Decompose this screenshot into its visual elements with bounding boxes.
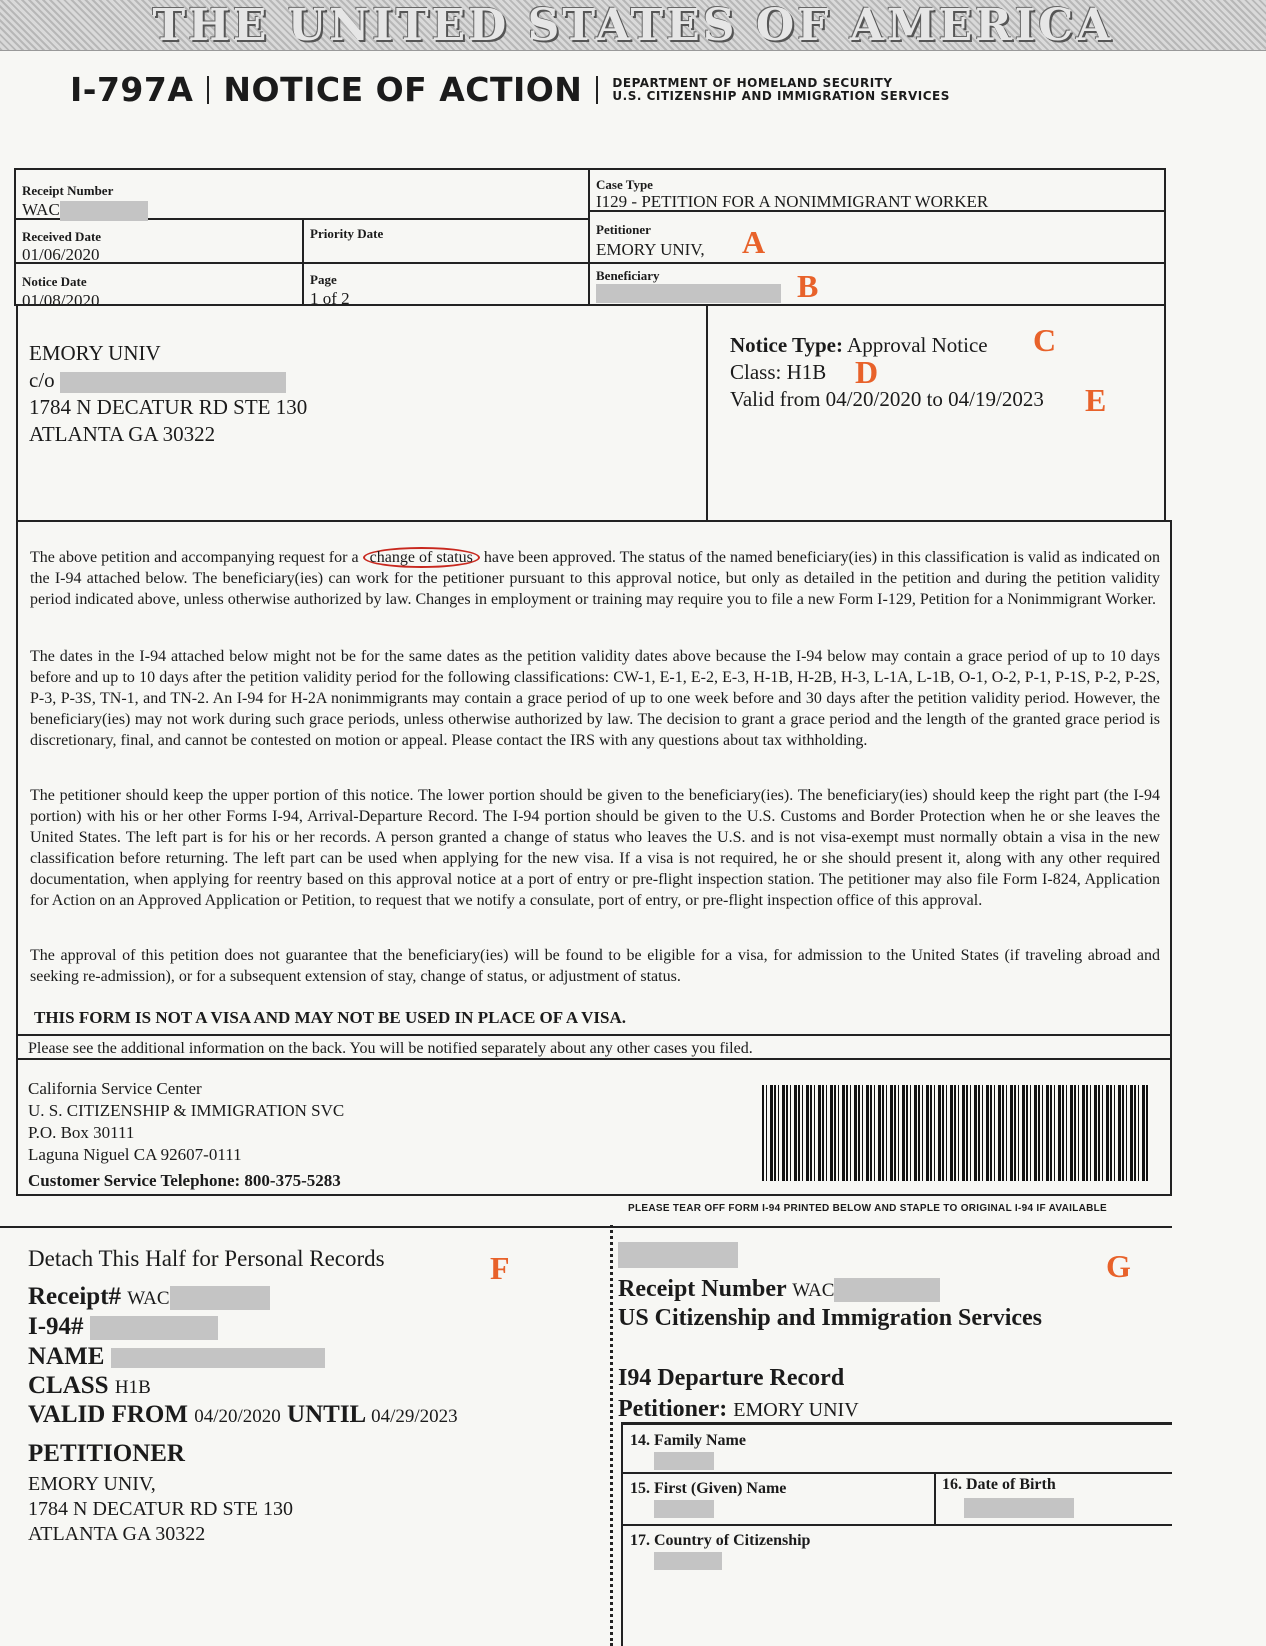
agency-line-2: U.S. CITIZENSHIP AND IMMIGRATION SERVICES — [612, 88, 950, 103]
redacted-block — [170, 1286, 270, 1310]
detach-receipt-value: WAC — [127, 1288, 170, 1309]
redacted-block — [654, 1500, 714, 1518]
redacted-block — [618, 1242, 738, 1268]
grid-line — [588, 168, 590, 306]
detach-class-value: H1B — [114, 1377, 151, 1398]
received-date-value: 01/06/2020 — [22, 245, 100, 264]
body-paragraph-2: The dates in the I-94 attached below might not be for the same dates as the petition validity dates above because the I-94 below may contain a grace period of up to 10 days before and up to 10 days after the petition validity period for the following classifications: CW-1, E-1, E-2, E-3, H-1B, H-2B, H-3, L-1A, L-1B, O-1, O-2, P-1, P-1S, P-2, P-2S, P-3, P-3S, TN-1, and TN-2. An I-94 for H-2A nonimmigrants may contain a grace period of up to one week before and 30 days after the petition validity period. However, the beneficiary(ies) may not work during such grace periods, unless otherwise authorized by law. The decision to grant a grace period and the length of the granted grace period is discretionary, final, and cannot be contested on motion or appeal. Please contact the IRS with any questions about tax withholding. — [30, 648, 1160, 749]
i94-petitioner — [618, 1396, 859, 1423]
additional-info: Please see the additional information on the back. You will be notified separately about any other cases you filed. — [28, 1040, 753, 1057]
tear-line — [0, 1226, 1172, 1228]
redacted-block — [964, 1498, 1074, 1518]
address-line-1: EMORY UNIV — [29, 341, 161, 365]
grid-line — [622, 1472, 1172, 1474]
banner-text: THE UNITED STATES OF AMERICA — [152, 0, 1114, 51]
detach-receipt — [28, 1283, 270, 1311]
body-paragraph-4: The approval of this petition does not guarantee that the beneficiary(ies) will be found to be eligible for a visa, for admission to the United States (if traveling abroad and seeking re-admission), or for a subsequent extension of stay, change of status, or adjustment of status. — [30, 947, 1160, 985]
receipt-number-value — [22, 200, 148, 221]
detach-name-label: NAME — [28, 1343, 105, 1370]
perforation — [610, 1225, 613, 1646]
case-type-label: Case Type — [596, 177, 653, 192]
service-line-3: P.O. Box 30111 — [28, 1123, 135, 1142]
service-center-address — [28, 1078, 344, 1192]
until-value: 04/29/2023 — [371, 1406, 458, 1427]
i94-petitioner-value: EMORY UNIV — [733, 1399, 859, 1421]
grid-line — [621, 1422, 623, 1646]
redacted-block — [111, 1348, 325, 1368]
redacted-block — [60, 372, 286, 393]
body-paragraph-1 — [30, 547, 1160, 610]
receipt-prefix: WAC — [22, 200, 60, 219]
marker-b: B — [797, 268, 819, 304]
heading-divider — [207, 76, 209, 104]
detach-class-label: CLASS — [28, 1372, 109, 1399]
marker-d: D — [855, 354, 879, 390]
grid-line — [706, 304, 708, 522]
marker-a: A — [742, 224, 766, 260]
address-line-3: 1784 N DECATUR RD STE 130 — [29, 395, 308, 419]
not-a-visa-warning: THIS FORM IS NOT A VISA AND MAY NOT BE USED IN PLACE OF A VISA. — [34, 1008, 627, 1027]
i94-receipt-value: WAC — [792, 1280, 835, 1301]
notice-type-value: Approval Notice — [847, 333, 988, 357]
grid-line — [934, 1472, 936, 1524]
agency-line-1: DEPARTMENT OF HOMELAND SECURITY — [612, 75, 893, 90]
page-value: 1 of 2 — [310, 289, 350, 308]
class-line: Class: H1B — [730, 360, 827, 384]
detach-petitioner-label: PETITIONER — [28, 1440, 185, 1467]
notice-details — [730, 332, 1044, 413]
detach-title: Detach This Half for Personal Records — [28, 1246, 385, 1271]
page-label: Page — [310, 272, 337, 287]
first-name-label: 15. First (Given) Name — [630, 1480, 787, 1497]
case-type-value: I129 - PETITION FOR A NONIMMIGRANT WORKER — [596, 192, 989, 211]
customer-service-phone: Customer Service Telephone: 800-375-5283 — [28, 1171, 341, 1190]
mailing-address — [29, 340, 307, 448]
valid-from-label: VALID FROM — [28, 1401, 188, 1428]
i94-departure-record: I94 Departure Record — [618, 1365, 845, 1391]
detach-i94-label: I-94# — [28, 1313, 84, 1340]
detach-i94 — [28, 1313, 218, 1341]
notice-type-label: Notice Type: — [730, 333, 843, 357]
detach-receipt-label: Receipt# — [28, 1283, 122, 1310]
agency-block — [612, 77, 949, 103]
pet-line-2: 1784 N DECATUR RD STE 130 — [28, 1498, 294, 1520]
grid-line — [16, 1058, 1172, 1060]
body-paragraph-3: The petitioner should keep the upper portion of this notice. The lower portion should be given to the beneficiary(ies). The beneficiary(ies) should keep the right part (the I-94 portion) with his or her other Forms I-94, Arrival-Departure Record. The I-94 portion should be given to the U.S. Customs and Border Protection when he or she leaves the United States. The left part is for his or her records. A person granted a change of status who leaves the U.S. and is not visa-exempt must normally obtain a visa in the new classification before returning. The left part can be used when applying for the new visa. If a visa is not required, he or she should present it, along with any other required documentation, when applying for reentry based on this approval notice at a port of entry or pre-flight inspection station. The petitioner may also file Form I-824, Application for Action on an Approved Application or Petition, to request that we notify a consulate, port of entry, or pre-flight inspection office of this approval. — [30, 787, 1160, 909]
marker-f: F — [490, 1250, 510, 1286]
marker-e: E — [1085, 382, 1107, 418]
form-number: I-797A — [70, 70, 194, 109]
receipt-number-label: Receipt Number — [22, 183, 114, 198]
care-of: c/o — [29, 368, 55, 392]
address-line-2 — [29, 367, 307, 394]
redacted-block — [596, 284, 781, 303]
i94-receipt-label: Receipt Number — [618, 1276, 787, 1302]
notice-date-label: Notice Date — [22, 274, 87, 289]
grid-line — [302, 218, 304, 306]
tear-off-note: PLEASE TEAR OFF FORM I-94 PRINTED BELOW AND STAPLE TO ORIGINAL I-94 IF AVAILABLE — [628, 1203, 1108, 1214]
petitioner-label: Petitioner — [596, 222, 651, 237]
i94-petitioner-label: Petitioner: — [618, 1396, 728, 1422]
country-label: 17. Country of Citizenship — [630, 1532, 811, 1549]
detach-name — [28, 1343, 325, 1371]
service-line-4: Laguna Niguel CA 92607-0111 — [28, 1145, 242, 1164]
detach-validity — [28, 1401, 458, 1429]
detach-class — [28, 1372, 151, 1400]
detach-petitioner-address — [28, 1472, 293, 1547]
p1-text: The above petition and accompanying request for a — [30, 549, 363, 566]
p1-text-rest: have been approved. The status of the named beneficiary(ies) in this classification is valid as indicated on the I-94 attached below. The beneficiary(ies) can work for the petitioner pursuant to this approval notice, but only as detailed in the petition and during the petition validity period indicated above, unless otherwise authorized by law. Changes in employment or training may require you to file a new Form I-129, Petition for a Nonimmigrant Worker. — [30, 549, 1161, 608]
marker-c: C — [1033, 322, 1057, 358]
i94-table-top — [622, 1422, 1172, 1425]
until-label: UNTIL — [287, 1401, 365, 1428]
pet-line-1: EMORY UNIV, — [28, 1473, 156, 1495]
valid-line: Valid from 04/20/2020 to 04/19/2023 — [730, 387, 1044, 411]
barcode — [762, 1085, 1150, 1181]
received-date-label: Received Date — [22, 229, 102, 244]
pet-line-3: ATLANTA GA 30322 — [28, 1523, 206, 1545]
address-line-4: ATLANTA GA 30322 — [29, 422, 216, 446]
marker-g: G — [1106, 1248, 1131, 1284]
grid-line — [16, 1034, 1172, 1036]
notice-type-line — [730, 332, 1044, 359]
form-title: NOTICE OF ACTION — [223, 70, 583, 109]
redacted-block — [834, 1278, 940, 1302]
notice-heading — [70, 70, 950, 109]
grid-line — [14, 262, 1166, 264]
valid-from-value: 04/20/2020 — [194, 1406, 281, 1427]
circled-phrase: change of status — [363, 547, 480, 568]
redacted-block — [654, 1452, 714, 1470]
family-name-label: 14. Family Name — [630, 1432, 746, 1449]
grid-line — [622, 1524, 1172, 1526]
case-info-grid — [14, 168, 1166, 306]
notice-date-value: 01/08/2020 — [22, 291, 100, 310]
redacted-block — [60, 201, 148, 221]
date-of-birth-label: 16. Date of Birth — [942, 1476, 1056, 1493]
redacted-block — [654, 1552, 722, 1570]
heading-divider — [596, 76, 598, 104]
banner — [0, 0, 1266, 51]
beneficiary-label: Beneficiary — [596, 268, 660, 283]
priority-date-label: Priority Date — [310, 226, 384, 241]
service-line-2: U. S. CITIZENSHIP & IMMIGRATION SVC — [28, 1101, 345, 1120]
petitioner-value: EMORY UNIV, — [596, 240, 705, 259]
i94-agency: US Citizenship and Immigration Services — [618, 1305, 1043, 1331]
service-line-1: California Service Center — [28, 1079, 202, 1098]
redacted-block — [90, 1316, 218, 1340]
i94-receipt — [618, 1276, 940, 1303]
